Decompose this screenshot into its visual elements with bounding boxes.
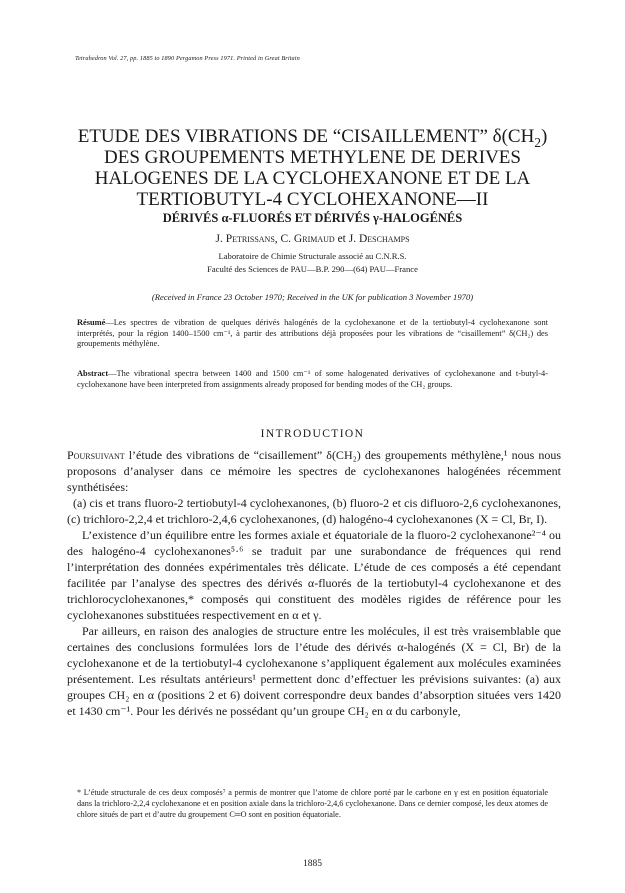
title-line-4: TERTIOBUTYL-4 CYCLOHEXANONE—II [136, 189, 489, 210]
affiliation-line-2: Faculté des Sciences de PAU—B.P. 290—(64) PAU—France [207, 264, 418, 274]
section-heading: INTRODUCTION [260, 428, 365, 440]
affiliation-line-1: Laboratoire de Chimie Structurale associé au C.N.R.S. [218, 251, 407, 261]
received-dates: (Received in France 23 October 1970; Received in the UK for publication 3 November 1970) [151, 292, 474, 302]
intro-paragraph-4: Par ailleurs, en raison des analogies de structure entre les molécules, il est très vraisemblable que certaines des conclusions formulées lors de l’étude des dérivés α-halogénés (X = Cl, Br) de la cyclohexanone et de la tertiobutyl-4 cyclohexanone s’appliquent également aux molécules examinées présentement. Les résultats antérieurs¹ permettent donc d’effectuer les prévisions suivantes: (a) aux groupes CH₂ en α (positions 2 et 6) doivent correspondre deux bandes d’absorption situées vers 1420 et 1430 cm⁻¹. Pour les dérivés ne possédant qu’un groupe CH₂ en α du carbonyle, [67, 624, 561, 718]
title-line-2: DES GROUPEMENTS METHYLENE DE DERIVES [104, 147, 521, 168]
abstract-paragraph: Abstract—The vibrational spectra between 1400 and 1500 cm⁻¹ of some halogenated derivatives of cyclohexanone and t-butyl-4-cyclohexanone have been interpreted from assignments already proposed for bending modes of the CH₂ groups. [77, 369, 548, 389]
title-line-3: HALOGENES DE LA CYCLOHEXANONE ET DE LA [94, 168, 531, 189]
running-head: Tetrahedron Vol. 27, pp. 1885 to 1890 Pergamon Press 1971. Printed in Great Britain [75, 55, 300, 62]
intro-paragraph-3: L’existence d’un équilibre entre les formes axiale et équatoriale de la fluoro-2 cyclohexanone²⁻⁴ ou des halogéno-4 cyclohexanones⁵·⁶ se traduit par une surabondance de fréquences qui rend l’interprétation des données expérimentales très délicate. L’étude de ces composés a été cependant facilitée par l’analyse des spectres des dérivés α-fluorés de la tertiobutyl-4 cyclohexanone et des trichlorocyclohexanones,* composés qui constituent des modèles rigides de référence pour les cyclohexanones substituées respectivement en α et γ. [67, 528, 561, 622]
page-number: 1885 [303, 859, 322, 869]
abstract-label: Abstract [77, 369, 109, 378]
footnote: * L’étude structurale de ces deux composés⁷ a permis de montrer que l’atome de chlore porté par le carbone en γ est en position équatoriale dans la trichloro-2,2,4 cyclohexanone et en position axiale dans la trichloro-2,4,6 cyclohexanone. Dans ce dernier composé, les deux atomes de chlore situés de part et d’autre du groupement C═O sont en position équatoriale. [77, 788, 548, 819]
resume-paragraph: Résumé—Les spectres de vibration de quelques dérivés halogénés de la cyclohexanone et de la tertiobutyl-4 cyclohexanone sont interprétés, pour la région 1400–1500 cm⁻¹, à partir des attributions déjà proposées pour les vibrations de “cisaillement” δ(CH₂) des groupements méthylène. [77, 318, 548, 349]
author-name: C. Grimaud [280, 233, 335, 245]
author-name: J. Deschamps [348, 233, 410, 245]
article-subtitle: DÉRIVÉS α-FLUORÉS ET DÉRIVÉS γ-HALOGÉNÉS [162, 211, 463, 225]
intro-paragraph-1: Poursuivant l’étude des vibrations de “cisaillement” δ(CH₂) des groupements méthylène,¹ nous nous proposons d’analyser dans ce mémoire les spectres de cyclohexanones halogénées récemment synthétisées: [67, 448, 561, 494]
author-name: J. Petrissans [215, 233, 275, 245]
author-list: J. Petrissans, C. Grimaud et J. Deschamps [215, 233, 410, 245]
intro-paragraph-2: (a) cis et trans fluoro-2 tertiobutyl-4 cyclohexanones, (b) fluoro-2 et cis difluoro-2,6 cyclohexanones, (c) trichloro-2,2,4 et trichloro-2,4,6 cyclohexanones, (d) halogéno-4 cyclohexanones (X = Cl, Br, I). [67, 496, 561, 526]
title-line-1: ETUDE DES VIBRATIONS DE “CISAILLEMENT” $\delta(CH_2)$ [77, 126, 548, 150]
resume-label: Résumé [77, 318, 106, 327]
article-title [40, 126, 585, 210]
introduction-body [67, 447, 561, 719]
